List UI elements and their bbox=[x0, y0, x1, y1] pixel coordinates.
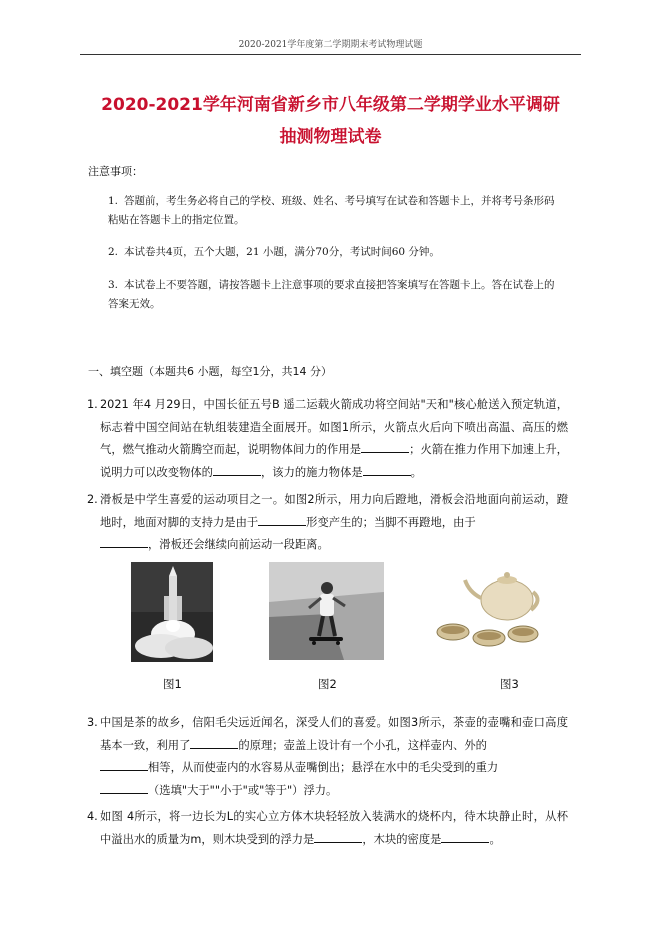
notice-item-text: 答题前，考生务必将自己的学校、班级、姓名、考号填写在试卷和答题卡上，并将考号条形码粘贴在答题卡上的指定位置。 bbox=[108, 195, 555, 226]
question-2 bbox=[87, 489, 568, 557]
section-title: 一、填空题（本题共6 小题，每空1分，共14 分） bbox=[88, 365, 332, 378]
question-text: 滑板是中学生喜爱的运动项目之一。如图2所示，用力向后蹬地，滑板会沿地面向前运动，蹬地时，地面对脚的支持力是由于 bbox=[100, 493, 568, 529]
question-text: 形变产生的；当脚不再蹬地，由于 bbox=[306, 515, 476, 529]
question-text: 的原理；壶盖上设计有一个小孔，这样壶内、外的 bbox=[238, 738, 487, 752]
notice-item-text: 本试卷上不要答题，请按答题卡上注意事项的要求直接把答案填写在答题卡上。答在试卷上的答案无效。 bbox=[108, 279, 555, 310]
answer-blank bbox=[100, 758, 148, 771]
skateboarder-photo bbox=[269, 562, 384, 660]
answer-blank bbox=[213, 463, 261, 476]
question-text: ，该力的施力物体是 bbox=[260, 465, 363, 479]
notice-item-number: 1. bbox=[108, 195, 119, 207]
answer-blank bbox=[363, 463, 411, 476]
page-header: 2020-2021学年度第二学期期末考试物理试题 bbox=[80, 36, 581, 55]
notice-item bbox=[108, 276, 564, 314]
exam-title-line2: 抽测物理试卷 bbox=[279, 127, 382, 147]
rocket-launch-photo bbox=[131, 562, 213, 662]
answer-blank bbox=[100, 535, 148, 548]
answer-blank bbox=[441, 830, 489, 843]
question-text: 中国是茶的故乡，信阳毛尖远近闻名，深受人们的喜爱。如图3所示，茶壶的壶嘴和壶口高度基本一致，利用了 bbox=[100, 716, 568, 752]
question-number: 3. bbox=[87, 716, 98, 729]
question-text: 2021 年4 月29日，中国长征五号B 遥二运载火箭成功将空间站"天和"核心舱送入预定轨道，标志着中国空间站在轨组装建造全面展开。如图1所示，火箭点火后向下喷出高温、高压的燃气，燃气推动火箭腾空而起，说明物体间力的作用是 bbox=[100, 398, 568, 456]
question-number: 1. bbox=[87, 398, 98, 411]
question-number: 2. bbox=[87, 493, 98, 506]
question-text: 。 bbox=[410, 465, 422, 479]
question-text: 相等，从而使壶内的水容易从壶嘴倒出；悬浮在水中的毛尖受到的重力 bbox=[148, 761, 499, 774]
question-1 bbox=[87, 394, 568, 484]
notice-item-number: 3. bbox=[108, 279, 119, 291]
answer-blank bbox=[190, 736, 238, 749]
figure-caption: 图3 bbox=[500, 677, 519, 691]
question-4 bbox=[87, 806, 568, 851]
question-text: 如图 4所示，将一边长为L的实心立方体木块轻轻放入装满水的烧杯内，待木块静止时，从杯中溢出水的质量为m，则木块受到的浮力是 bbox=[100, 810, 568, 846]
teapot-cups-photo bbox=[431, 562, 544, 658]
question-number: 4. bbox=[87, 810, 98, 823]
notice-item bbox=[108, 243, 564, 262]
notice-item-text: 本试卷共4页，五个大题，21 小题，满分70分，考试时间60 分钟。 bbox=[124, 246, 440, 258]
figure-caption: 图1 bbox=[163, 677, 182, 691]
notice-item bbox=[108, 192, 564, 230]
answer-blank bbox=[314, 830, 362, 843]
answer-blank bbox=[100, 781, 148, 794]
question-text: ，木块的密度是 bbox=[362, 832, 442, 846]
question-text: ，滑板还会继续向前运动一段距离。 bbox=[148, 538, 329, 551]
question-text: ；火箭在推力作用下加速上升，说明力可以改变物体的 bbox=[100, 443, 568, 479]
notice-item-number: 2. bbox=[108, 246, 119, 258]
exam-title-line1: 2020-2021学年河南省新乡市八年级第二学期学业水平调研 bbox=[101, 95, 560, 115]
answer-blank bbox=[361, 440, 409, 453]
notice-heading: 注意事项： bbox=[88, 165, 143, 178]
answer-blank bbox=[258, 513, 306, 526]
figure-caption: 图2 bbox=[318, 677, 337, 691]
question-text: 。 bbox=[489, 832, 501, 846]
question-3 bbox=[87, 712, 568, 802]
question-text: （选填"大于""小于"或"等于"）浮力。 bbox=[148, 783, 338, 797]
